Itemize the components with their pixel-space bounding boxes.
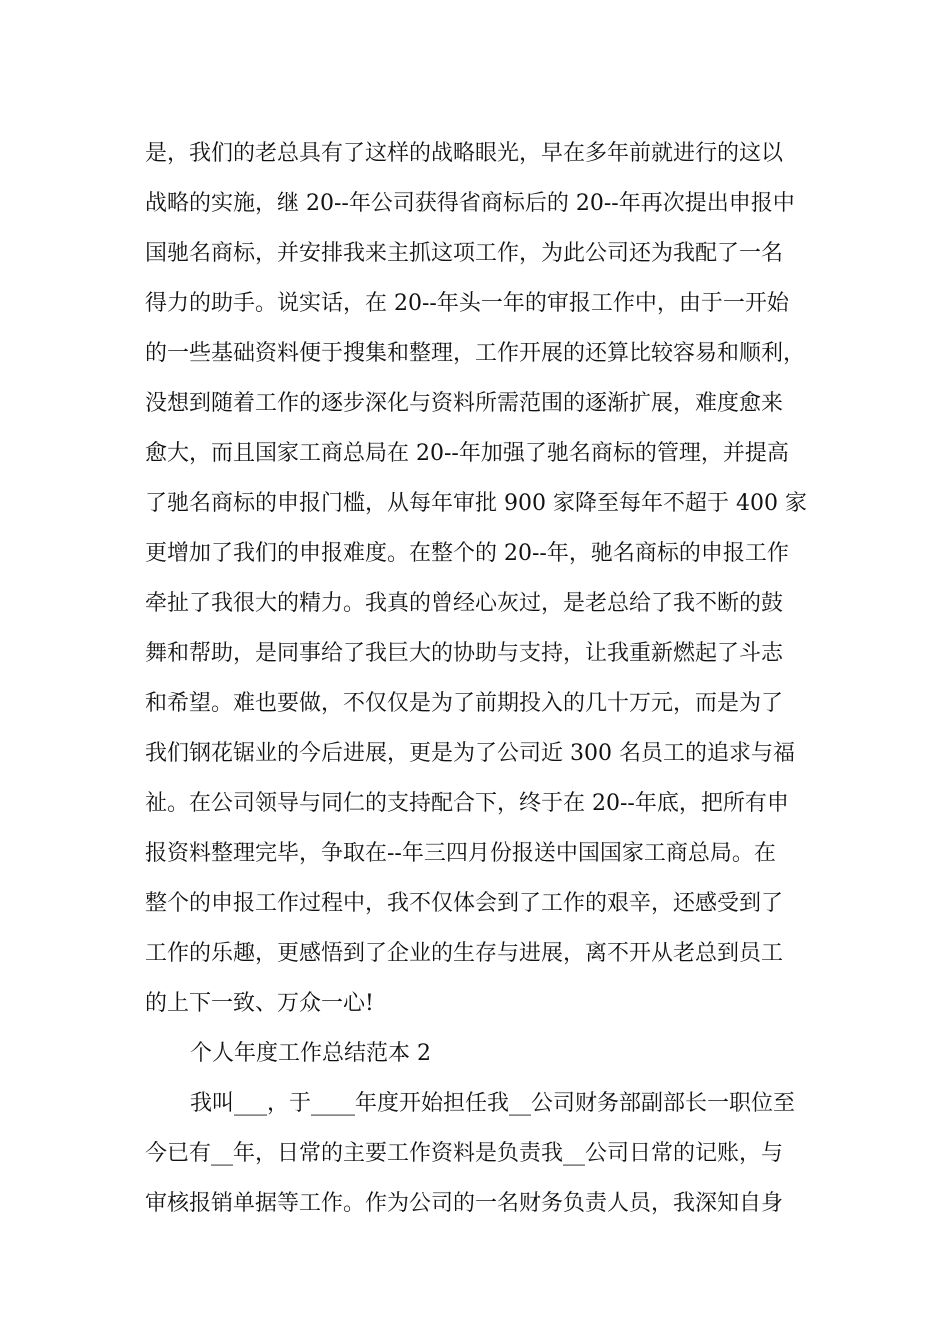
paragraph-line: 的上下一致、万众一心! — [145, 991, 374, 1016]
paragraph-line: 得力的助手。说实话，在 20--年头一年的审报工作中，由于一开始 — [145, 291, 789, 316]
paragraph-line: 的一些基础资料便于搜集和整理，工作开展的还算比较容易和顺利， — [145, 341, 806, 366]
paragraph-line: 今已有__年，日常的主要工作资料是负责我__公司日常的记账，与 — [145, 1141, 784, 1166]
paragraph-line: 是，我们的老总具有了这样的战略眼光，早在多年前就进行的这以 — [145, 141, 784, 166]
paragraph-line: 祉。在公司领导与同仁的支持配合下，终于在 20--年底，把所有申 — [145, 791, 789, 816]
paragraph-line: 没想到随着工作的逐步深化与资料所需范围的逐渐扩展，难度愈来 — [145, 391, 784, 416]
paragraph-line: 工作的乐趣，更感悟到了企业的生存与进展，离不开从老总到员工 — [145, 941, 784, 966]
paragraph-line: 国驰名商标，并安排我来主抓这项工作，为此公司还为我配了一名 — [145, 241, 784, 266]
paragraph-line: 审核报销单据等工作。作为公司的一名财务负责人员，我深知自身 — [145, 1191, 784, 1216]
paragraph-line: 报资料整理完毕，争取在--年三四月份报送中国国家工商总局。在 — [145, 841, 776, 866]
paragraph-line: 我叫___，于____年度开始担任我__公司财务部副部长一职位至 — [190, 1091, 796, 1116]
paragraph-line: 了驰名商标的申报门槛，从每年审批 900 家降至每年不超于 400 家 — [145, 491, 807, 516]
section-heading: 个人年度工作总结范本 2 — [190, 1041, 431, 1066]
paragraph-line: 我们钢花锯业的今后进展，更是为了公司近 300 名员工的追求与福 — [145, 741, 795, 766]
paragraph-line: 战略的实施，继 20--年公司获得省商标后的 20--年再次提出申报中 — [145, 191, 795, 216]
paragraph-line: 牵扯了我很大的精力。我真的曾经心灰过，是老总给了我不断的鼓 — [145, 591, 784, 616]
paragraph-line: 舞和帮助，是同事给了我巨大的协助与支持，让我重新燃起了斗志 — [145, 641, 784, 666]
paragraph-line: 和希望。难也要做，不仅仅是为了前期投入的几十万元，而是为了 — [145, 691, 784, 716]
paragraph-line: 愈大，而且国家工商总局在 20--年加强了驰名商标的管理，并提高 — [145, 441, 789, 466]
paragraph-line: 整个的申报工作过程中，我不仅体会到了工作的艰辛，还感受到了 — [145, 891, 784, 916]
paragraph-line: 更增加了我们的申报难度。在整个的 20--年，驰名商标的申报工作 — [145, 541, 789, 566]
